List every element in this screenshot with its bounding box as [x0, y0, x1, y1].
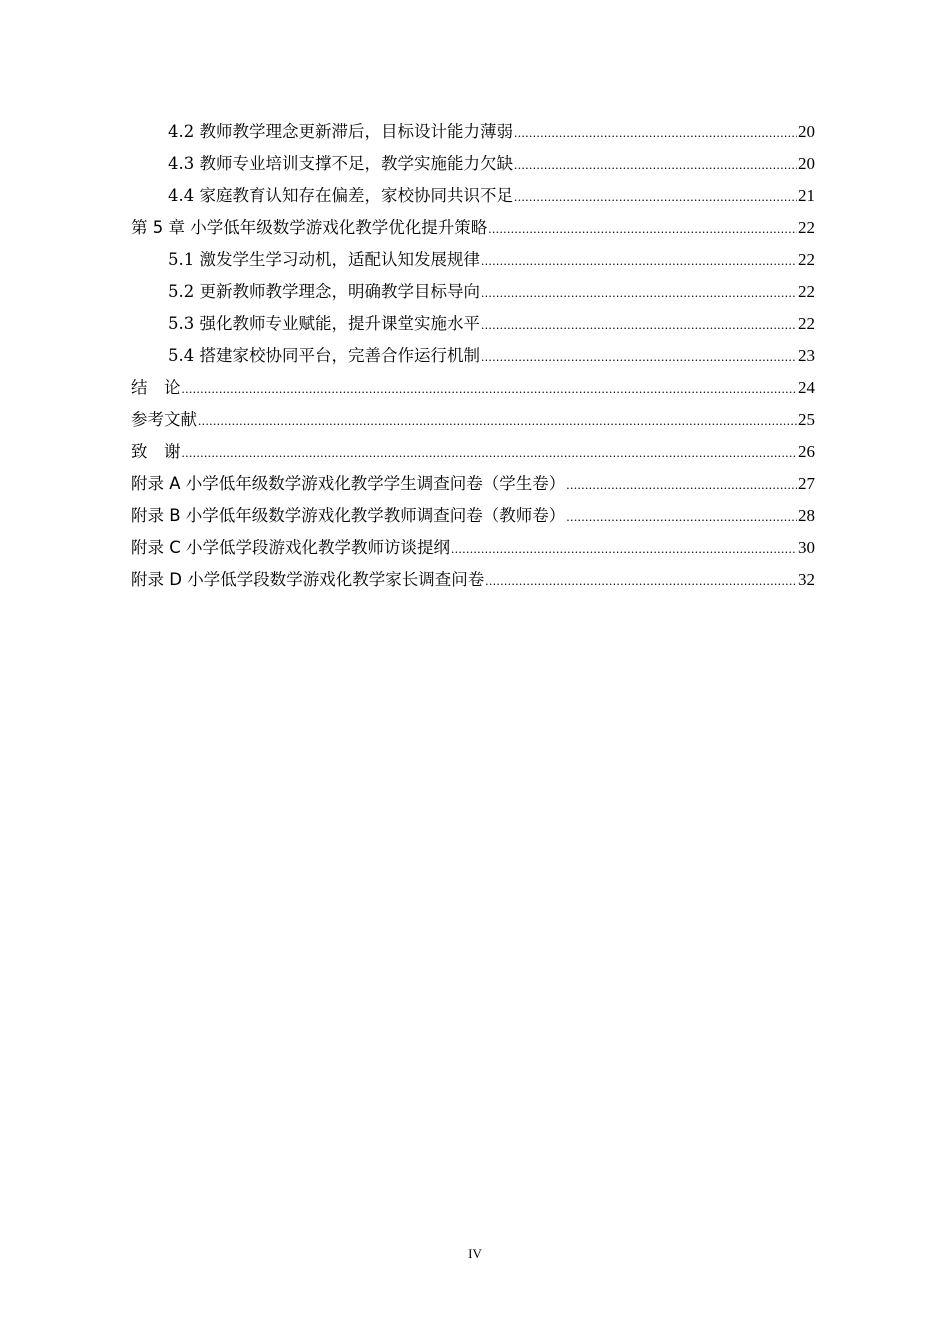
toc-entry-label: 附录 D 小学低学段数学游戏化教学家长调查问卷: [131, 570, 485, 589]
toc-dot-leader: [566, 501, 797, 533]
toc-entry-conclusion[interactable]: [131, 372, 815, 404]
table-of-contents: [131, 116, 815, 596]
toc-entry-label: 参考文献: [131, 410, 197, 429]
toc-entry-appendix-d[interactable]: [131, 564, 815, 596]
toc-entry-page: 22: [798, 282, 815, 301]
toc-entry-page: 25: [798, 410, 815, 429]
toc-entry-label: 4.2 教师教学理念更新滞后，目标设计能力薄弱: [168, 122, 513, 141]
page-number: IV: [468, 1246, 482, 1261]
toc-entry-4-4[interactable]: [131, 180, 815, 212]
toc-dot-leader: [198, 405, 797, 437]
toc-dot-leader: [481, 277, 797, 309]
toc-dot-leader: [514, 149, 797, 181]
toc-entry-label: 致 谢: [131, 442, 181, 461]
toc-entry-page: 24: [798, 378, 815, 397]
toc-entry-references[interactable]: [131, 404, 815, 436]
toc-entry-5-3[interactable]: [131, 308, 815, 340]
toc-entry-page: 32: [798, 570, 815, 589]
toc-entry-chapter-5[interactable]: [131, 212, 815, 244]
toc-dot-leader: [514, 117, 797, 149]
toc-dot-leader: [451, 533, 797, 565]
toc-entry-page: 22: [798, 250, 815, 269]
toc-entry-page: 26: [798, 442, 815, 461]
toc-entry-label: 4.4 家庭教育认知存在偏差，家校协同共识不足: [168, 186, 513, 205]
toc-entry-appendix-b[interactable]: [131, 500, 815, 532]
toc-dot-leader: [481, 245, 797, 277]
toc-entry-5-4[interactable]: [131, 340, 815, 372]
toc-entry-label: 4.3 教师专业培训支撑不足，教学实施能力欠缺: [168, 154, 513, 173]
toc-entry-label: 5.2 更新教师教学理念，明确教学目标导向: [168, 282, 480, 301]
toc-entry-page: 21: [798, 186, 815, 205]
toc-entry-label: 第 5 章 小学低年级数学游戏化教学优化提升策略: [131, 218, 488, 237]
toc-entry-label: 结 论: [131, 378, 181, 397]
toc-entry-page: 22: [798, 314, 815, 333]
toc-dot-leader: [485, 565, 797, 597]
toc-dot-leader: [182, 437, 798, 469]
toc-entry-5-2[interactable]: [131, 276, 815, 308]
toc-entry-label: 5.3 强化教师专业赋能，提升课堂实施水平: [168, 314, 480, 333]
toc-dot-leader: [481, 309, 797, 341]
toc-entry-acknowledgements[interactable]: [131, 436, 815, 468]
toc-entry-label: 附录 A 小学低年级数学游戏化教学学生调查问卷（学生卷）: [131, 474, 566, 493]
toc-dot-leader: [481, 341, 797, 373]
toc-entry-page: 22: [798, 218, 815, 237]
toc-entry-label: 5.4 搭建家校协同平台，完善合作运行机制: [168, 346, 480, 365]
toc-entry-4-3[interactable]: [131, 148, 815, 180]
toc-dot-leader: [514, 181, 797, 213]
toc-entry-5-1[interactable]: [131, 244, 815, 276]
toc-entry-label: 附录 B 小学低年级数学游戏化教学教师调查问卷（教师卷）: [131, 506, 566, 525]
toc-entry-appendix-c[interactable]: [131, 532, 815, 564]
toc-entry-page: 27: [798, 474, 815, 493]
toc-dot-leader: [566, 469, 797, 501]
toc-entry-page: 28: [798, 506, 815, 525]
toc-dot-leader: [488, 213, 797, 245]
toc-entry-label: 5.1 激发学生学习动机，适配认知发展规律: [168, 250, 480, 269]
toc-entry-label: 附录 C 小学低学段游戏化教学教师访谈提纲: [131, 538, 451, 557]
toc-entry-appendix-a[interactable]: [131, 468, 815, 500]
toc-entry-4-2[interactable]: [131, 116, 815, 148]
toc-entry-page: 20: [798, 154, 815, 173]
toc-entry-page: 23: [798, 346, 815, 365]
toc-entry-page: 20: [798, 122, 815, 141]
toc-entry-page: 30: [798, 538, 815, 557]
toc-dot-leader: [182, 373, 798, 405]
